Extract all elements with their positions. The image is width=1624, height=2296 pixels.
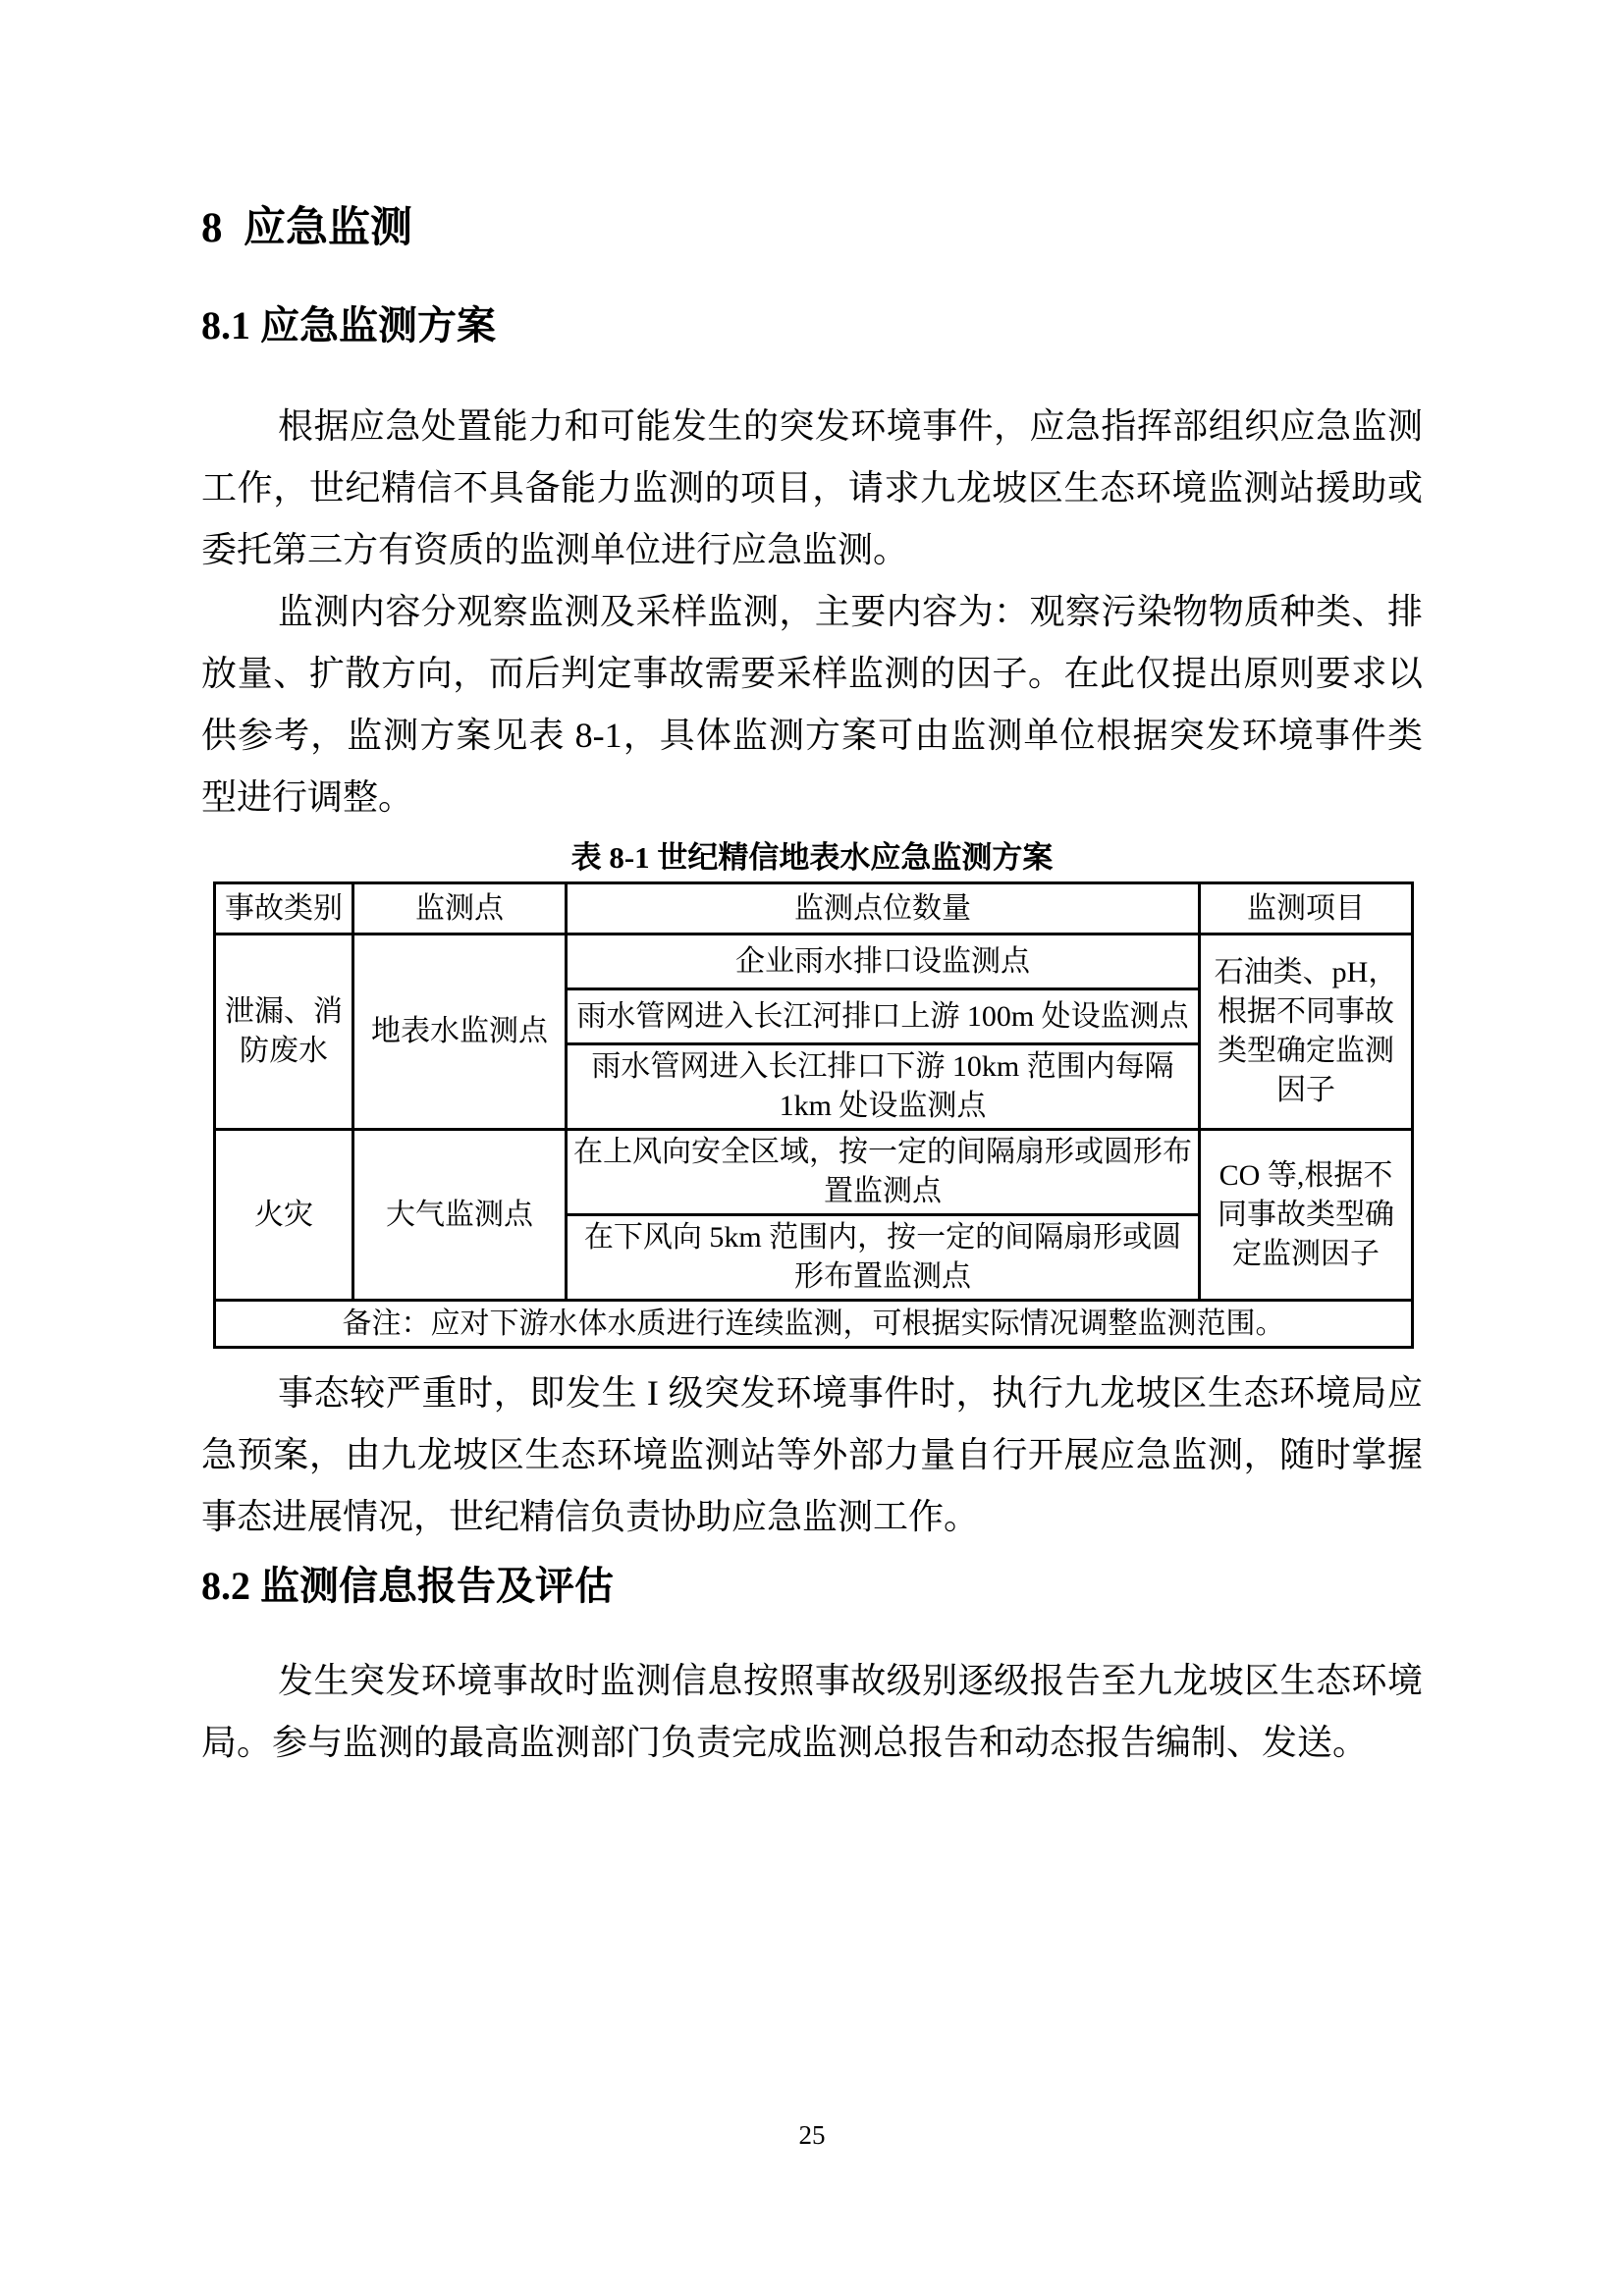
paragraph-1: 根据应急处置能力和可能发生的突发环境事件，应急指挥部组织应急监测工作，世纪精信不具备能力监测的项目，请求九龙坡区生态环境监测站援助或委托第三方有资质的监测单位进行应急监测。 [201,406,1423,570]
chapter-heading: 8 应急监测 [201,205,412,251]
paragraph-3: 事态较严重时，即发生 I 级突发环境事件时，执行九龙坡区生态环境局应急预案，由九龙坡区生态环境监测站等外部力量自行开展应急监测，随时掌握事态进展情况，世纪精信负责协助应急监测工作。 [201,1373,1423,1537]
section-heading-8-2: 8.2 监测信息报告及评估 [201,1564,614,1609]
table-row [215,934,1413,989]
cell-category-fire: 火灾 [215,1130,353,1301]
header-monitor-item: 监测项目 [1200,883,1413,934]
header-accident-category: 事故类别 [215,883,353,934]
header-monitor-point: 监测点 [353,883,567,934]
cell-location-1: 企业雨水排口设监测点 [567,934,1200,989]
cell-location-2: 雨水管网进入长江河排口上游 100m 处设监测点 [567,989,1200,1044]
emergency-monitoring-table [213,881,1414,1349]
paragraph-2: 监测内容分观察监测及采样监测，主要内容为：观察污染物物质种类、排放量、扩散方向，而后判定事故需要采样监测的因子。在此仅提出原则要求以供参考，监测方案见表 8-1，具体监测方案可由监测单位根据突发环境事件类型进行调整。 [201,592,1423,818]
table-note-row [215,1301,1413,1348]
table-header-row [215,883,1413,934]
page-number: 25 [798,2120,826,2150]
paragraph-4: 发生突发环境事故时监测信息按照事故级别逐级报告至九龙坡区生态环境局。参与监测的最高监测部门负责完成监测总报告和动态报告编制、发送。 [201,1661,1423,1763]
cell-items-leak: 石油类、pH，根据不同事故类型确定监测因子 [1200,934,1413,1130]
cell-location-4: 在上风向安全区域，按一定的间隔扇形或圆形布置监测点 [567,1130,1200,1215]
cell-location-3: 雨水管网进入长江排口下游 10km 范围内每隔 1km 处设监测点 [567,1044,1200,1130]
table-note: 备注：应对下游水体水质进行连续监测，可根据实际情况调整监测范围。 [215,1301,1413,1348]
section-heading-8-1: 8.1 应急监测方案 [201,303,496,348]
document-content [201,204,1423,1774]
cell-location-5: 在下风向 5km 范围内，按一定的间隔扇形或圆形布置监测点 [567,1215,1200,1301]
cell-point-atmosphere: 大气监测点 [353,1130,567,1301]
header-point-count: 监测点位数量 [567,883,1200,934]
table-title: 表 8-1 世纪精信地表水应急监测方案 [570,840,1054,876]
table-row [215,1130,1413,1215]
cell-items-fire: CO 等,根据不同事故类型确定监测因子 [1200,1130,1413,1301]
cell-category-leak: 泄漏、消防废水 [215,934,353,1130]
cell-point-surface-water: 地表水监测点 [353,934,567,1130]
